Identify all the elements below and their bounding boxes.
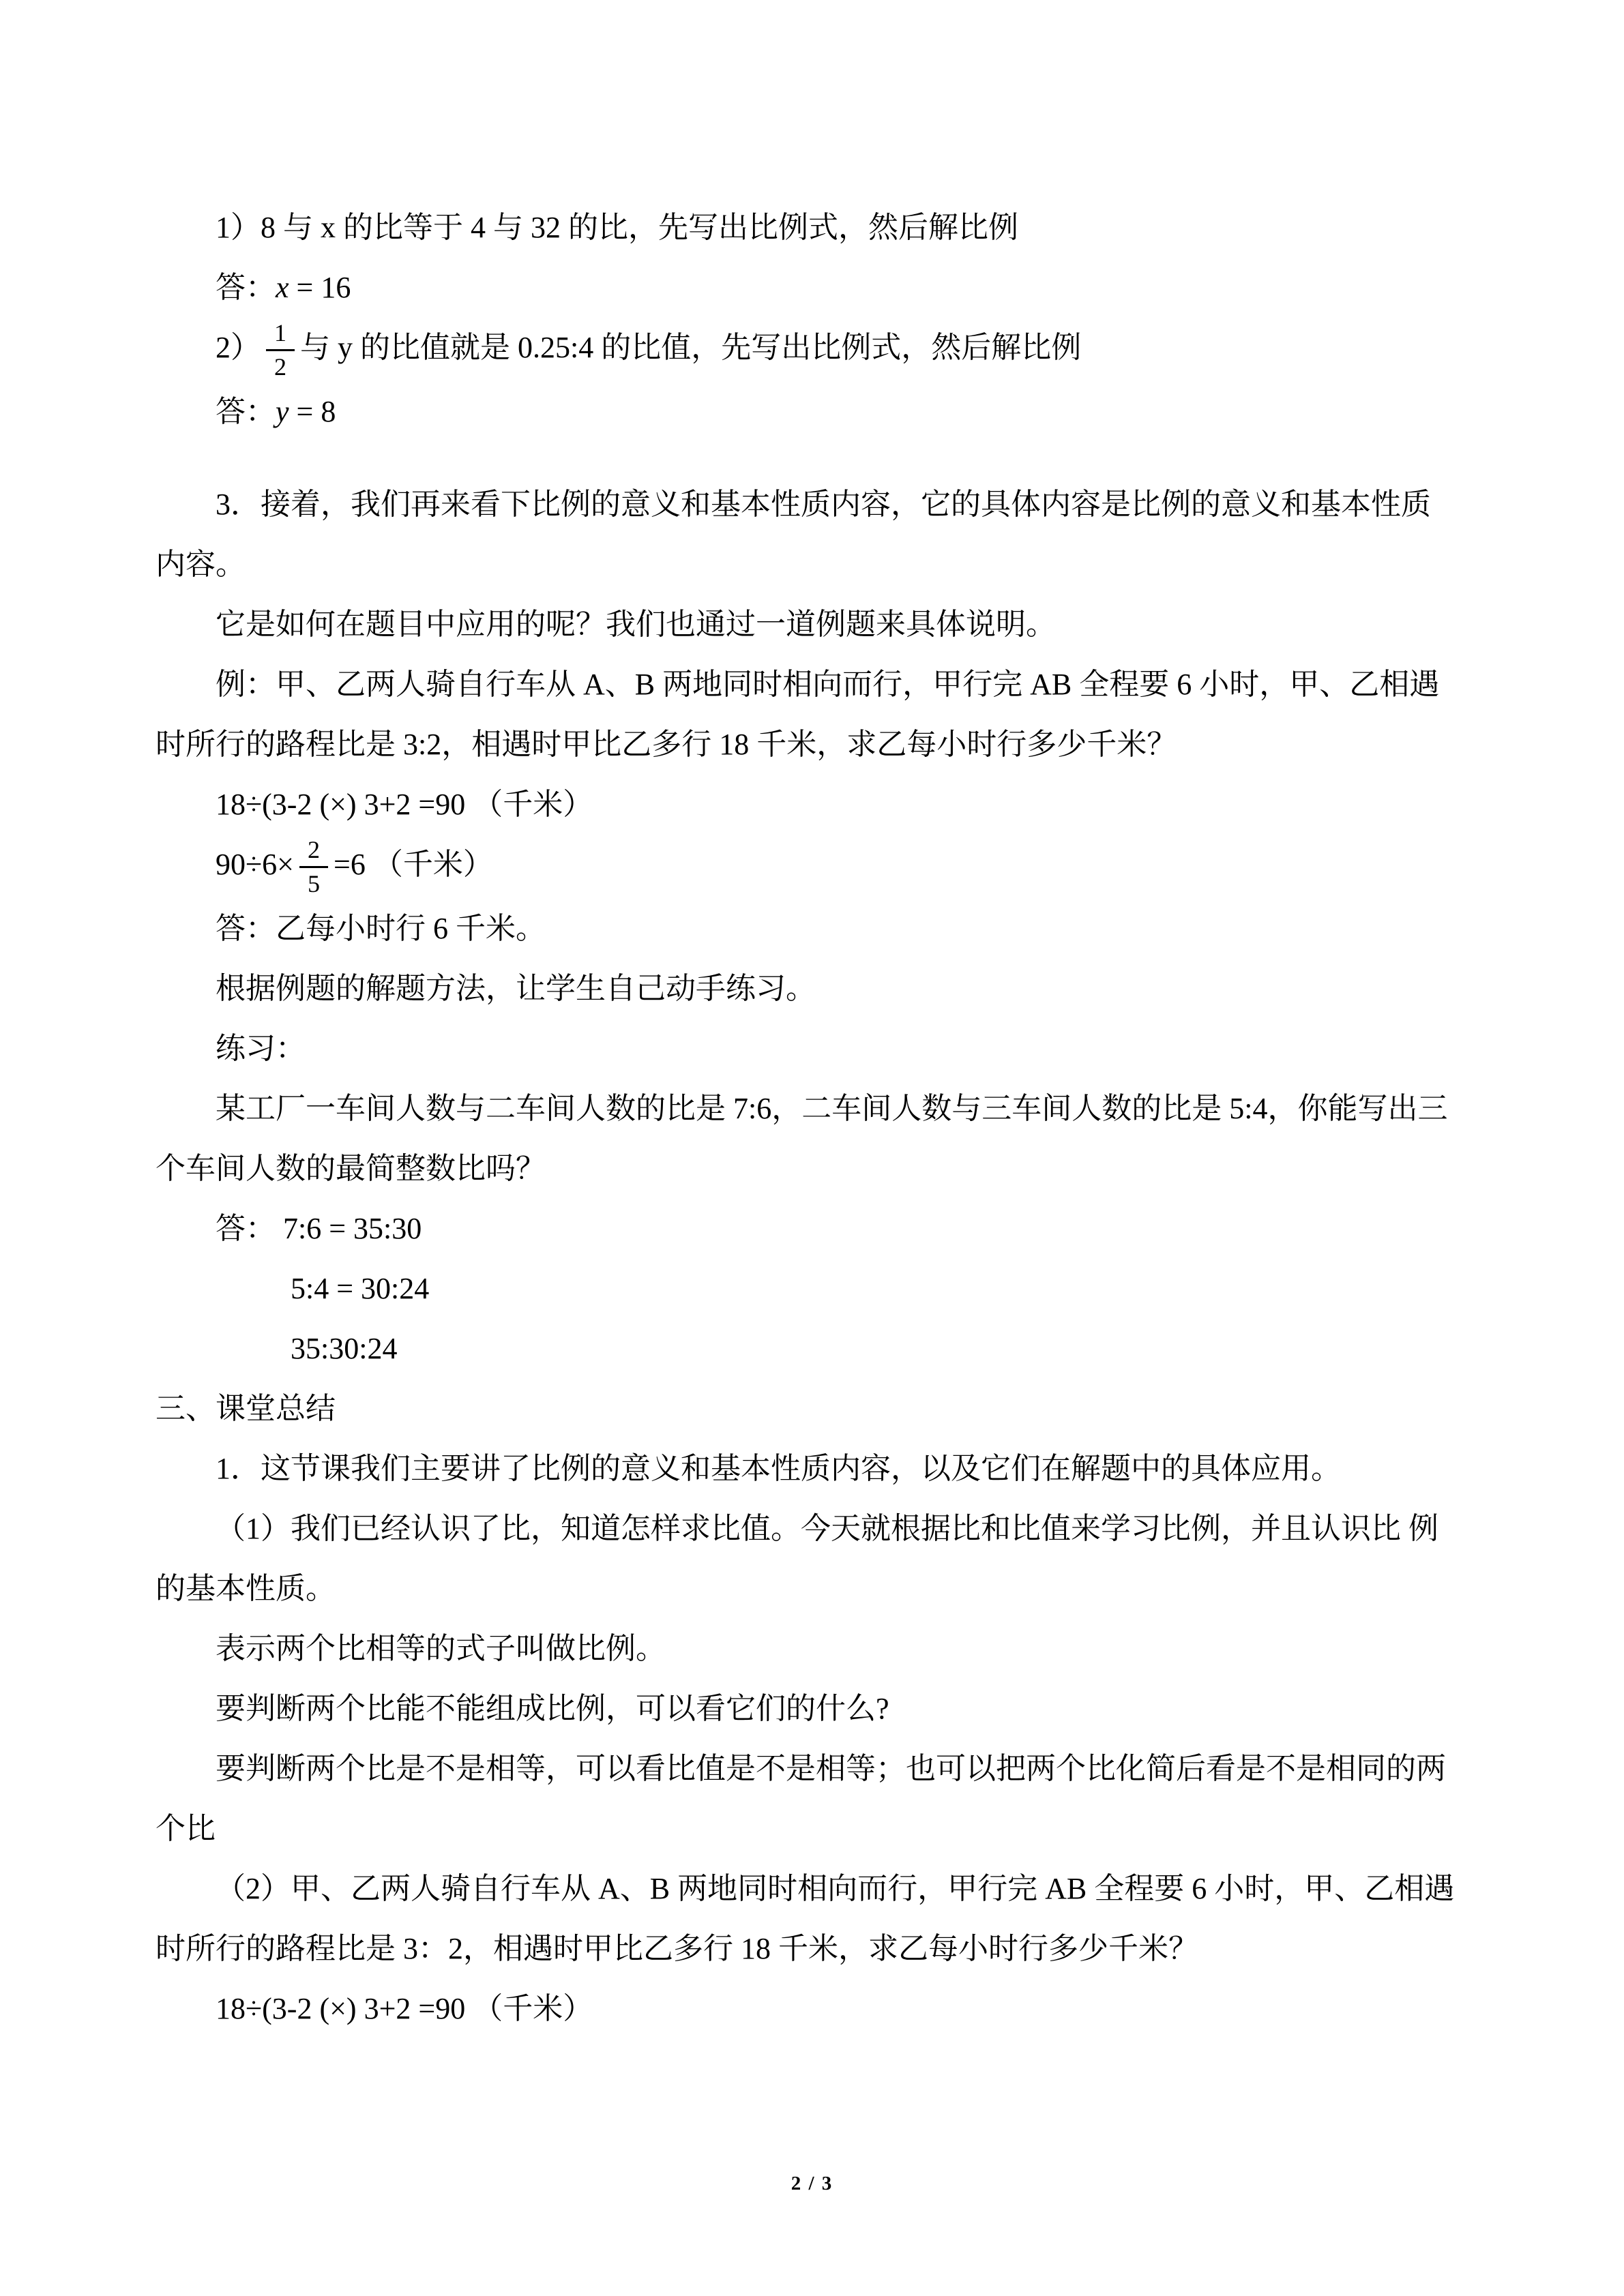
question-2 bbox=[156, 318, 1457, 382]
fraction-numerator: 2 bbox=[299, 836, 328, 868]
page-footer bbox=[0, 2173, 1624, 2195]
formula-2-suffix: =6 （千米） bbox=[334, 847, 493, 881]
answer-1 bbox=[156, 258, 1457, 318]
formula-2 bbox=[156, 835, 1457, 899]
summary-question-1: 要判断两个比能不能组成比例，可以看它们的什么? bbox=[216, 1691, 889, 1725]
fraction-one-half bbox=[266, 319, 295, 382]
example-problem: 例：甲、乙两人骑自行车从 A、B 两地同时相向而行，甲行完 AB 全程要 6 小时，甲、乙相遇时所行的路程比是 3:2，相遇时甲比乙多行 18 千米，求乙每小时行多少千米？ bbox=[156, 667, 1440, 761]
summary-example: （2）甲、乙两人骑自行车从 A、B 两地同时相向而行，甲行完 AB 全程要 6 小时，甲、乙相遇时所行的路程比是 3：2，相遇时甲比乙多行 18 千米，求乙每小时行多少千米？ bbox=[156, 1871, 1455, 1965]
section-heading-summary: 三、课堂总结 bbox=[156, 1391, 336, 1425]
formula-3: 18÷(3-2 (×) 3+2 =90 （千米） bbox=[216, 1991, 593, 2025]
summary-question-2: 要判断两个比是不是相等，可以看比值是不是相等；也可以把两个比化简后看是不是相同的两个比 bbox=[156, 1751, 1446, 1845]
example-answer: 答：乙每小时行 6 千米。 bbox=[216, 911, 546, 945]
paragraph-meaning: 3．接着，我们再来看下比例的意义和基本性质内容，它的具体内容是比例的意义和基本性质内容。 bbox=[156, 487, 1431, 581]
practice-intro: 根据例题的解题方法，让学生自己动手练习。 bbox=[216, 971, 816, 1005]
question-1: 1）8 与 x 的比等于 4 与 32 的比，先写出比例式，然后解比例 bbox=[216, 211, 1018, 244]
math-eq-2: = 8 bbox=[289, 394, 336, 428]
paragraph-application: 它是如何在题目中应用的呢？我们也通过一道例题来具体说明。 bbox=[216, 607, 1056, 641]
question-2-text: 与 y 的比值就是 0.25:4 的比值，先写出比例式，然后解比例 bbox=[300, 331, 1082, 364]
fraction-numerator: 1 bbox=[266, 319, 295, 351]
math-var-x: x bbox=[276, 271, 289, 304]
math-eq-1: = 16 bbox=[289, 271, 351, 304]
summary-point-1: 1．这节课我们主要讲了比例的意义和基本性质内容，以及它们在解题中的具体应用。 bbox=[216, 1451, 1341, 1485]
practice-label: 练习： bbox=[216, 1031, 306, 1065]
fraction-denominator: 5 bbox=[307, 870, 321, 898]
answer-2-math bbox=[276, 395, 336, 428]
math-var-y: y bbox=[276, 394, 289, 428]
answer-2 bbox=[156, 382, 1457, 442]
fraction-denominator: 2 bbox=[274, 353, 287, 381]
summary-point-2: （1）我们已经认识了比，知道怎样求比值。今天就根据比和比值来学习比例，并且认识比 例的基本性质。 bbox=[156, 1511, 1438, 1605]
answer-2-label: 答： bbox=[216, 394, 276, 428]
practice-question: 某工厂一车间人数与二车间人数的比是 7:6，二车间人数与三车间人数的比是 5:4，你能写出三个车间人数的最简整数比吗？ bbox=[156, 1091, 1448, 1185]
answer-1-math bbox=[276, 271, 351, 304]
practice-answer-3: 35:30:24 bbox=[291, 1331, 398, 1365]
fraction-two-fifths bbox=[299, 836, 328, 899]
summary-definition: 表示两个比相等的式子叫做比例。 bbox=[216, 1631, 666, 1665]
formula-2-prefix: 90÷6× bbox=[216, 847, 294, 881]
practice-answer-1: 答： 7:6 = 35:30 bbox=[216, 1211, 422, 1245]
practice-answer-2: 5:4 = 30:24 bbox=[291, 1271, 430, 1305]
page-number: 2 / 3 bbox=[791, 2173, 833, 2194]
formula-1: 18÷(3-2 (×) 3+2 =90 （千米） bbox=[216, 787, 593, 821]
answer-1-label: 答： bbox=[216, 271, 276, 304]
question-2-prefix: 2） bbox=[216, 331, 261, 364]
